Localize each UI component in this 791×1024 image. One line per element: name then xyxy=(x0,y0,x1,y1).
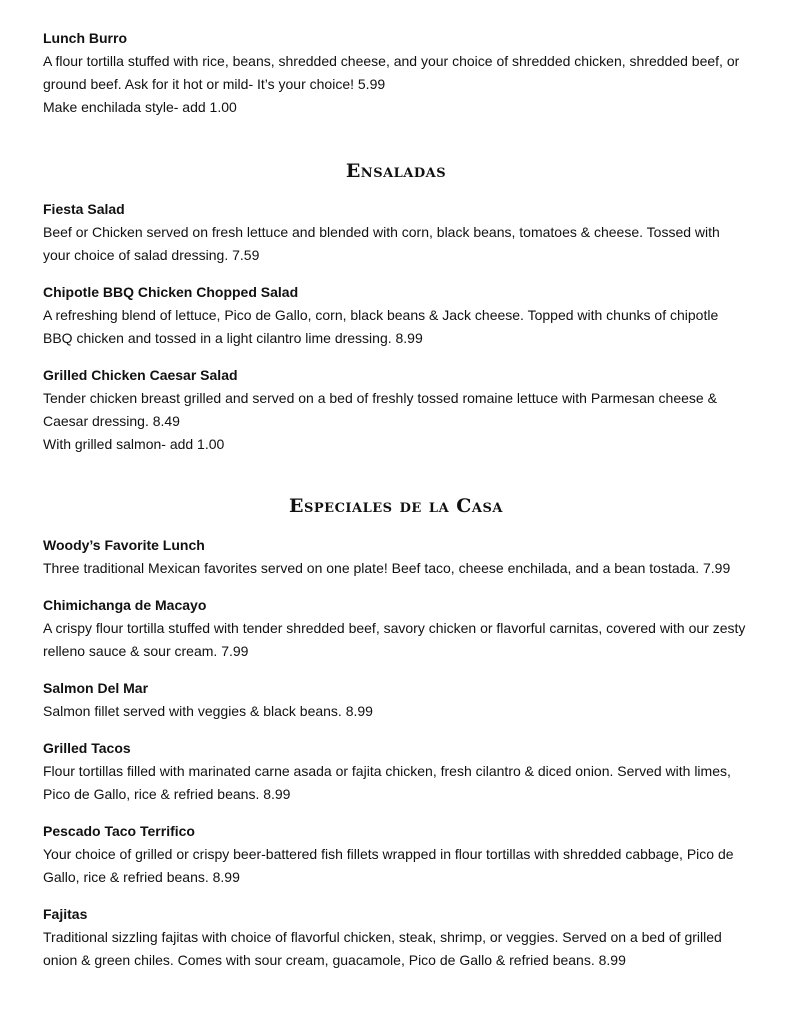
section-title-especiales: Especiales de la Casa xyxy=(289,495,503,517)
item-description: Beef or Chicken served on fresh lettuce and blended with corn, black beans, tomatoes & cheese. Tossed with your choice of salad dressing. 7.59 xyxy=(43,224,720,263)
menu-item-pescado-taco xyxy=(43,820,749,889)
item-name: Woody’s Favorite Lunch xyxy=(43,537,205,553)
item-name: Salmon Del Mar xyxy=(43,680,149,696)
menu-item-salmon-del-mar xyxy=(43,677,749,723)
item-name: Pescado Taco Terrifico xyxy=(43,823,195,839)
item-name: Chimichanga de Macayo xyxy=(43,597,207,613)
item-description: Your choice of grilled or crispy beer-battered fish fillets wrapped in flour tortillas with shredded cabbage, Pico de Gallo, rice & refried beans. 8.99 xyxy=(43,846,734,885)
item-description: Salmon fillet served with veggies & black beans. 8.99 xyxy=(43,703,373,719)
item-name: Fiesta Salad xyxy=(43,201,125,217)
item-name: Fajitas xyxy=(43,906,88,922)
menu-item-chimichanga xyxy=(43,594,749,663)
menu-item-woodys-favorite xyxy=(43,534,749,580)
item-description: Three traditional Mexican favorites served on one plate! Beef taco, cheese enchilada, and a bean tostada. 7.99 xyxy=(43,560,731,576)
section-title-ensaladas: Ensaladas xyxy=(345,160,447,182)
item-description: Tender chicken breast grilled and served on a bed of freshly tossed romaine lettuce with Parmesan cheese & Caesar dressing. 8.49 xyxy=(43,390,717,429)
menu-page xyxy=(43,27,749,972)
item-name: Grilled Tacos xyxy=(43,740,131,756)
menu-item-lunch-burro xyxy=(43,27,749,119)
item-name: Lunch Burro xyxy=(43,30,127,46)
item-description: A crispy flour tortilla stuffed with tender shredded beef, savory chicken or flavorful carnitas, covered with our zesty relleno sauce & sour cream. 7.99 xyxy=(43,620,746,659)
menu-item-chipotle-bbq-salad xyxy=(43,281,749,350)
menu-item-fajitas xyxy=(43,903,749,972)
item-description: A flour tortilla stuffed with rice, beans, shredded cheese, and your choice of shredded chicken, shredded beef, or ground beef. Ask for it hot or mild- It’s your choice! 5.99 xyxy=(43,53,740,92)
item-description: Traditional sizzling fajitas with choice of flavorful chicken, steak, shrimp, or veggies. Served on a bed of grilled onion & green chiles. Comes with sour cream, guacamole, Pico de Gallo & refried beans. 8.99 xyxy=(43,929,722,968)
item-description: A refreshing blend of lettuce, Pico de Gallo, corn, black beans & Jack cheese. Topped with chunks of chipotle BBQ chicken and tossed in a light cilantro lime dressing. 8.99 xyxy=(43,307,719,346)
menu-item-grilled-tacos xyxy=(43,737,749,806)
item-name: Chipotle BBQ Chicken Chopped Salad xyxy=(43,284,299,300)
menu-item-fiesta-salad xyxy=(43,198,749,267)
item-description: Flour tortillas filled with marinated carne asada or fajita chicken, fresh cilantro & diced onion. Served with limes, Pico de Gallo, rice & refried beans. 8.99 xyxy=(43,763,731,802)
item-extra: Make enchilada style- add 1.00 xyxy=(43,99,237,115)
item-name: Grilled Chicken Caesar Salad xyxy=(43,367,238,383)
item-extra: With grilled salmon- add 1.00 xyxy=(43,436,225,452)
menu-item-caesar-salad xyxy=(43,364,749,456)
